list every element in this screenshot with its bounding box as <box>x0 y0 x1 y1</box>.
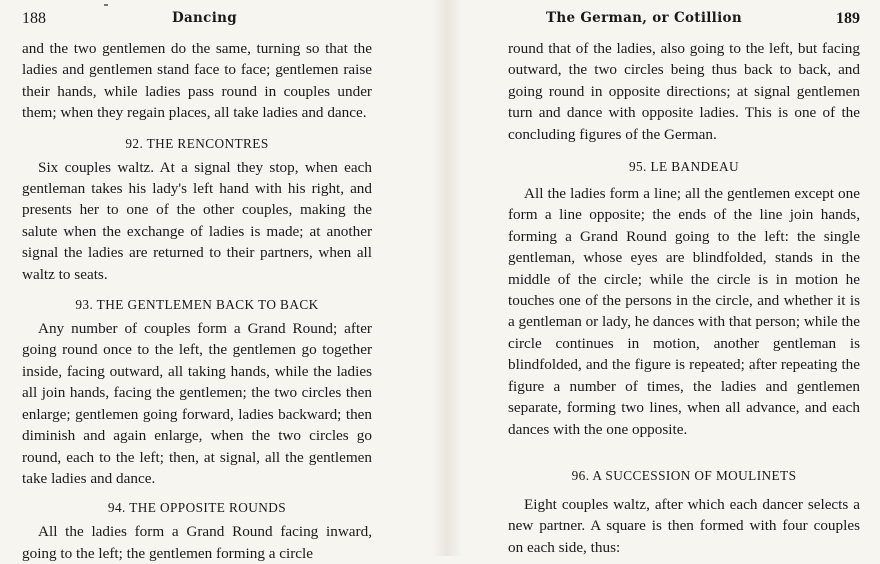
print-speck <box>104 4 108 6</box>
left-page <box>0 0 440 562</box>
section-heading-93: 93. THE GENTLEMEN BACK TO BACK <box>75 297 319 313</box>
running-title: The German, or Cotillion <box>546 10 742 26</box>
section-heading-92: 92. THE RENCONTRES <box>125 135 269 151</box>
section-body-92: Six couples waltz. At a signal they stop, when each gentleman takes his lady's left hand with his right, and presents her to one of the other couples, making the salute when the exchange of ladies is made; at another signal the ladies are returned to their partners, when all waltz to seats. <box>22 158 372 283</box>
right-page <box>440 0 880 556</box>
section-body-93: Any number of couples form a Grand Round; after going round once to the left, the gentlemen go together inside, facing outward, all taking hands, while the ladies all join hands, facing the gentlemen; the two circles then enlarge; gentlemen going forward, ladies backward; then diminish and again enlarge, when the two circles go round, each to the left; then, at signal, all the gentlemen take ladies and dance. <box>22 320 372 487</box>
right-page-header <box>508 10 860 32</box>
running-title: Dancing <box>172 10 237 26</box>
section-heading-96: 96. A SUCCESSION OF MOULINETS <box>571 467 797 483</box>
section-body-95: All the ladies form a line; all the gentlemen except one form a line opposite; the ends of the line join hands, forming a Grand Round going to the left: the single gentleman, whose eyes are blindfolded, stands in the middle of the circle; while the circle is in motion he touches one of the persons in the circle, and whether it is a gentleman or lady, he dances with that person; while the circle continues in motion, another gentleman is blindfolded, and the figure is repeated; after repeating the figure a number of times, the ladies and gentlemen separate, forming two lines, when all advance, and each dances with the one opposite. <box>508 185 861 438</box>
section-heading-95: 95. LE BANDEAU <box>628 159 740 175</box>
page-number: 188 <box>22 10 46 27</box>
section-body-96: Eight couples waltz, after which each dancer selects a new partner. A square is then formed with four couples on each side, thus: <box>508 495 860 556</box>
continued-paragraph: and the two gentlemen do the same, turning so that the ladies and gentlemen stand face to face; gentlemen raise their hands, while ladies pass round in couples under them; when they regain places, all take ladies and dance. <box>22 40 372 122</box>
left-page-header <box>22 10 440 32</box>
section-body-94: All the ladies form a Grand Round facing inward, going to the left; the gentlemen forming a circle <box>22 523 372 562</box>
continued-paragraph: round that of the ladies, also going to the left, but facing outward, the two circles being thus back to back, and going round in opposite directions; at signal gentlemen turn and dance with opposite ladies. This is one of the concluding figures of the German. <box>508 40 860 143</box>
page-number: 189 <box>836 10 860 27</box>
section-heading-94: 94. THE OPPOSITE ROUNDS <box>107 500 287 516</box>
